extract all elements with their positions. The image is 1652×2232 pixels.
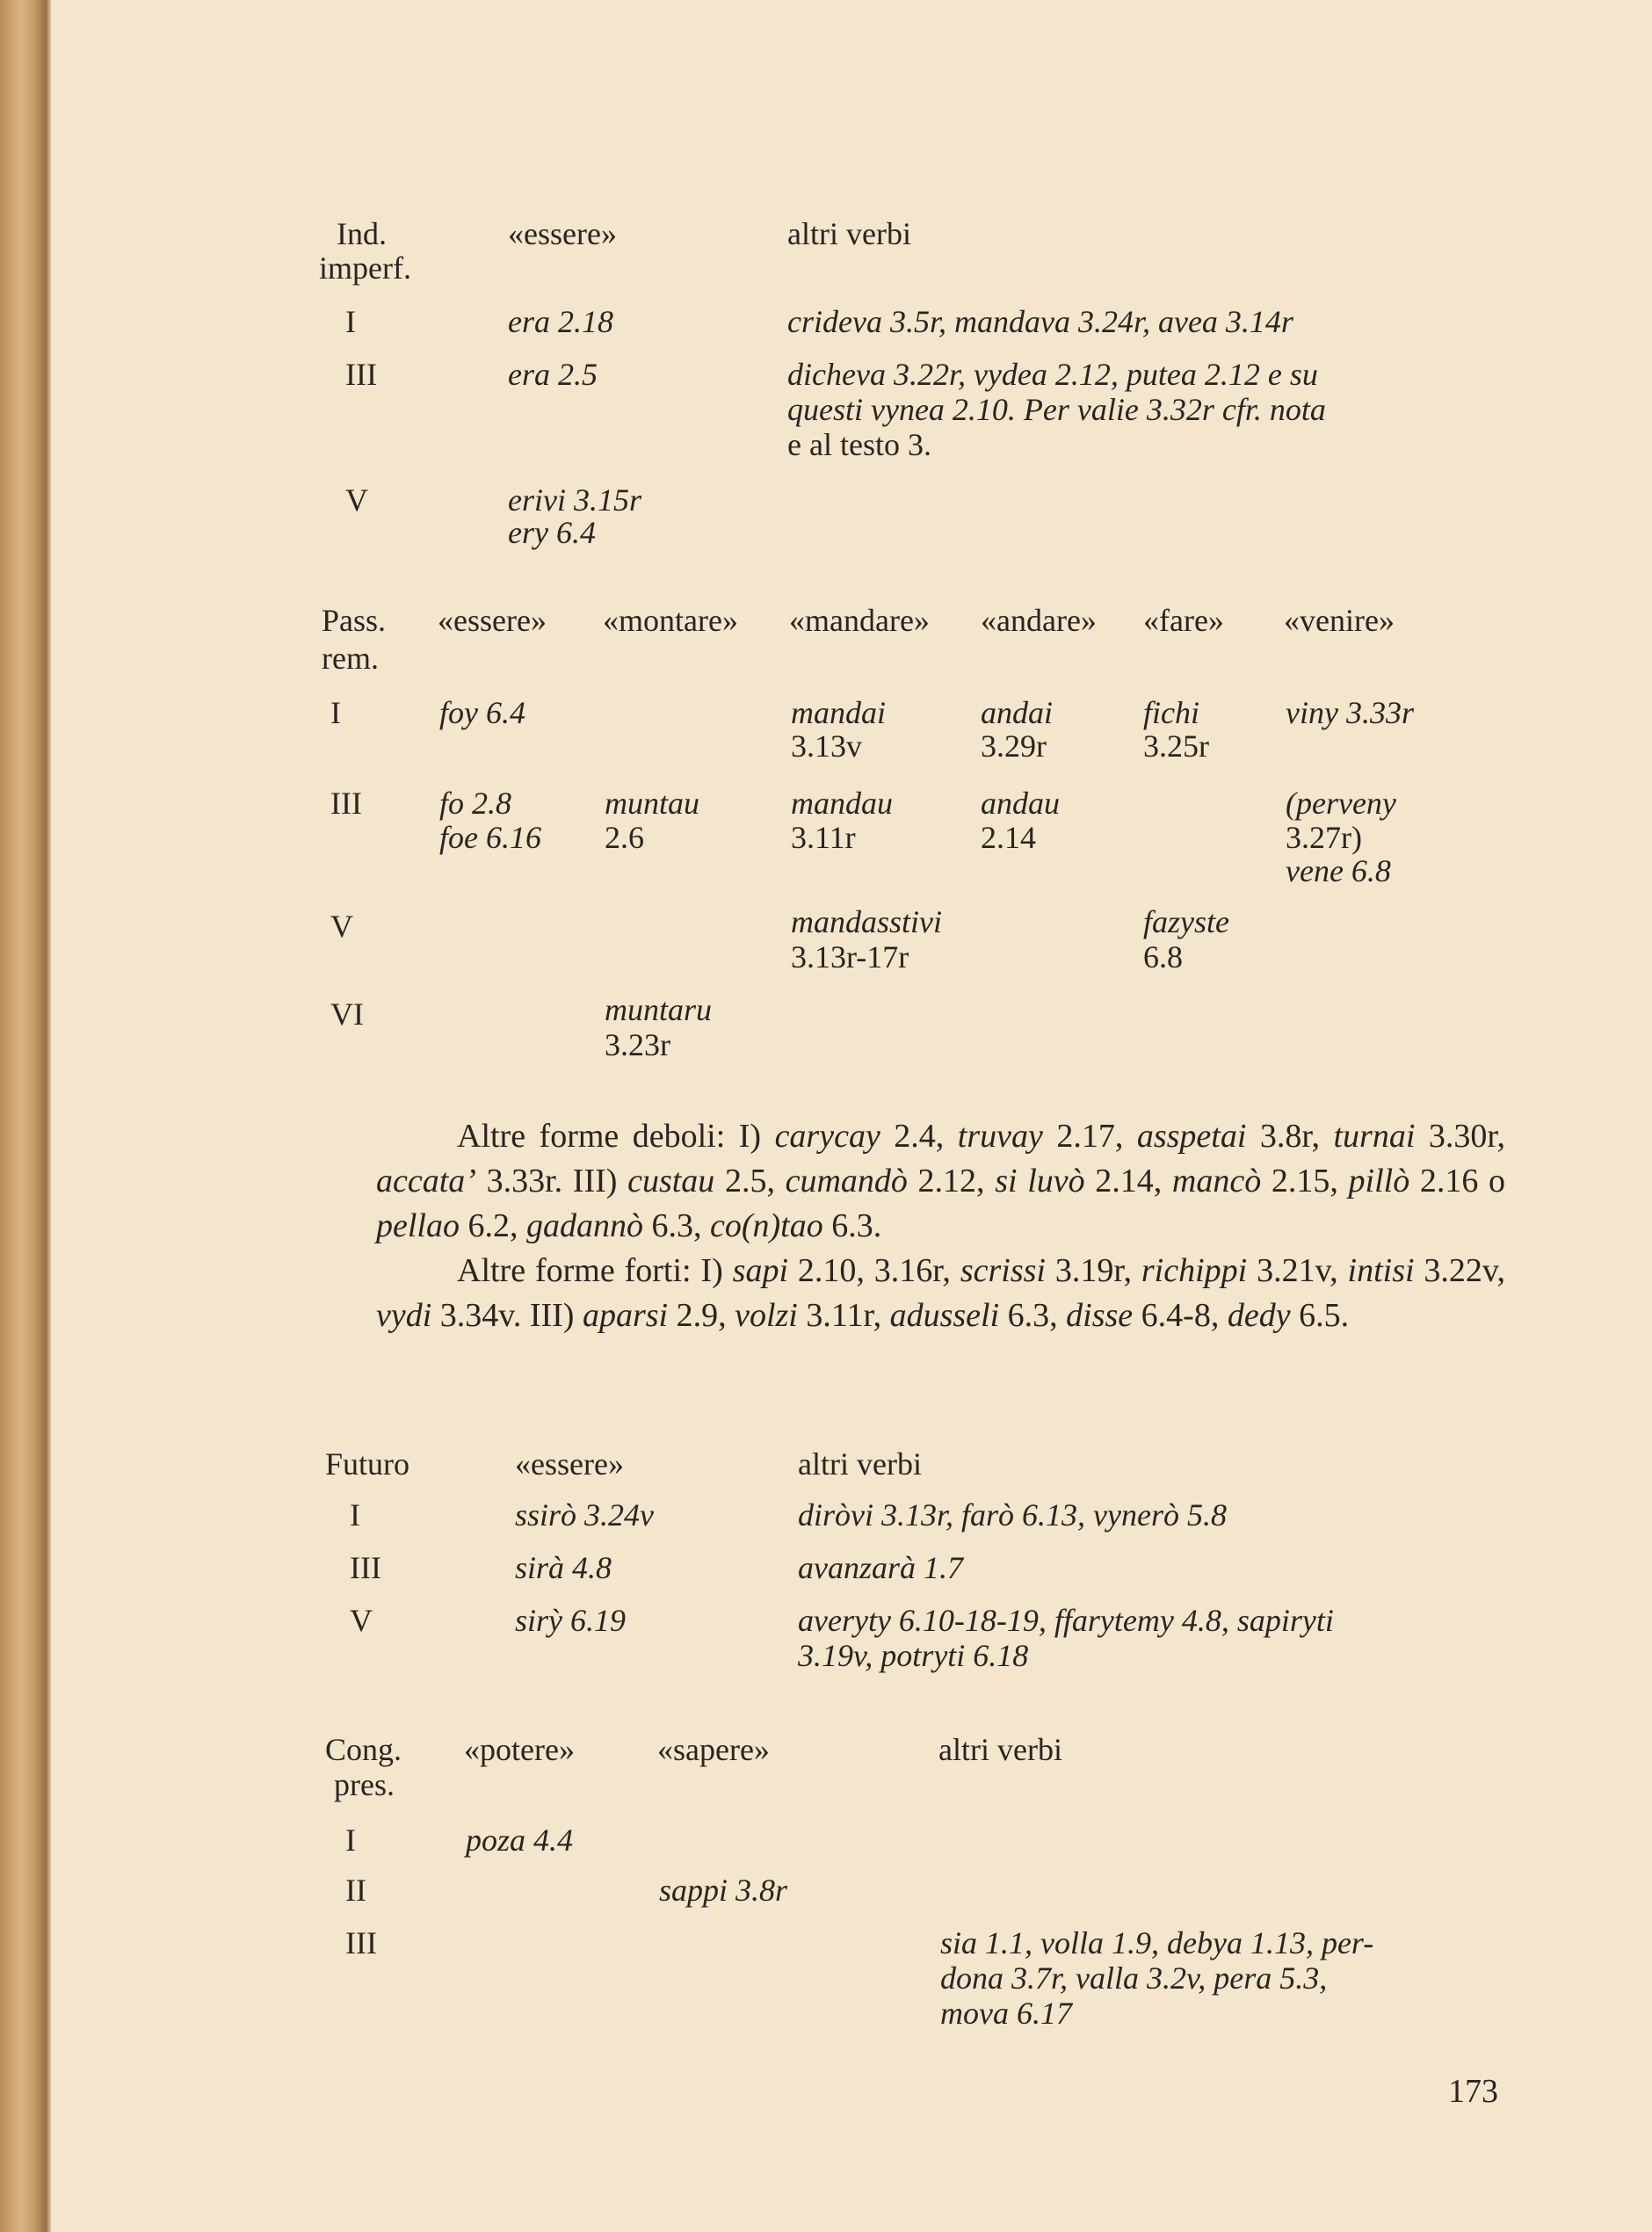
pass-head-2: rem. bbox=[322, 641, 379, 676]
pass-col-fare: «fare» bbox=[1143, 603, 1224, 638]
pass-V-mandare-1: mandasstivi bbox=[791, 904, 943, 939]
book-page bbox=[51, 0, 1652, 2232]
paragraph-forme-deboli: Altre forme deboli: I) carycay 2.4, truvay 2.17, asspetai 3.8r, turnai 3.30r, accata’ 3.33r. III) custau 2.5, cumandò 2.12, si luvò 2.14, mancò 2.15, pillò 2.16 o pellao 6.2, gadannò 6.3, co(n)tao 6.3. bbox=[376, 1118, 1506, 1244]
cong-person-II: II bbox=[345, 1873, 366, 1908]
fut-altri-III: avanzarà 1.7 bbox=[798, 1550, 963, 1585]
cong-head-1: Cong. bbox=[325, 1732, 402, 1767]
pass-I-venire: viny 3.33r bbox=[1286, 695, 1414, 730]
pass-III-venire-1: (perveny bbox=[1286, 786, 1396, 821]
ind-altri-III-line1: dicheva 3.22r, vydea 2.12, putea 2.12 e su bbox=[787, 357, 1318, 392]
pass-col-andare: «andare» bbox=[981, 603, 1097, 638]
pass-V-fare-2: 6.8 bbox=[1143, 939, 1183, 975]
pass-V-mandare-2: 3.13r-17r bbox=[791, 939, 909, 975]
pass-III-mandare-1: mandau bbox=[791, 786, 893, 821]
pass-person-I: I bbox=[330, 695, 341, 730]
pass-person-III: III bbox=[330, 786, 362, 821]
ind-head-1: Ind. bbox=[337, 216, 387, 251]
ind-col-altri: altri verbi bbox=[787, 216, 911, 251]
cong-person-III: III bbox=[345, 1925, 377, 1960]
pass-V-fare-1: fazyste bbox=[1143, 904, 1229, 939]
cong-col-altri: altri verbi bbox=[938, 1732, 1062, 1767]
fut-altri-I: diròvi 3.13r, farò 6.13, vynerò 5.8 bbox=[798, 1497, 1227, 1533]
fut-person-V: V bbox=[350, 1603, 373, 1638]
pass-I-fare-2: 3.25r bbox=[1143, 728, 1209, 764]
cong-altri-III-2: dona 3.7r, valla 3.2v, pera 5.3, bbox=[940, 1960, 1328, 1996]
pass-I-andare-2: 3.29r bbox=[981, 728, 1047, 764]
pass-III-mandare-2: 3.11r bbox=[791, 820, 856, 855]
ind-essere-V-1: erivi 3.15r bbox=[508, 482, 641, 518]
pass-I-essere: foy 6.4 bbox=[439, 695, 525, 730]
pass-VI-montare-1: muntaru bbox=[605, 992, 713, 1027]
cong-altri-III-1: sia 1.1, volla 1.9, debya 1.13, per- bbox=[940, 1925, 1374, 1960]
pass-col-essere: «essere» bbox=[438, 603, 547, 638]
pass-III-andare-1: andau bbox=[981, 786, 1060, 821]
pass-col-montare: «montare» bbox=[603, 603, 738, 638]
pass-I-fare-1: fichi bbox=[1143, 695, 1199, 730]
paragraph-forme-forti: Altre forme forti: I) sapi 2.10, 3.16r, scrissi 3.19r, richippi 3.21v, intisi 3.22v, vydi 3.34v. III) aparsi 2.9, volzi 3.11r, adusseli 6.3, disse 6.4-8, dedy 6.5. bbox=[376, 1252, 1505, 1334]
body-paragraphs bbox=[376, 1114, 1505, 1338]
cong-person-I: I bbox=[345, 1823, 356, 1858]
ind-altri-III-line3: e al testo 3. bbox=[787, 427, 931, 462]
book-spine bbox=[0, 0, 46, 2232]
pass-III-venire-2: 3.27r) bbox=[1286, 820, 1362, 855]
cong-sapere-II: sappi 3.8r bbox=[659, 1873, 788, 1908]
ind-person-III: III bbox=[345, 357, 377, 392]
cong-col-potere: «potere» bbox=[464, 1732, 575, 1767]
fut-altri-V-2: 3.19v, potryti 6.18 bbox=[798, 1638, 1029, 1673]
cong-head-2: pres. bbox=[334, 1767, 395, 1802]
fut-person-I: I bbox=[350, 1497, 360, 1533]
pass-person-VI: VI bbox=[330, 996, 364, 1032]
pass-col-mandare: «mandare» bbox=[789, 603, 930, 638]
pass-VI-montare-2: 3.23r bbox=[605, 1027, 670, 1062]
fut-essere-III: sirà 4.8 bbox=[515, 1550, 612, 1585]
fut-essere-V: sirỳ 6.19 bbox=[515, 1603, 626, 1638]
pass-III-montare-1: muntau bbox=[605, 786, 699, 821]
ind-altri-III-line2: questi vynea 2.10. Per valie 3.32r cfr. nota bbox=[787, 392, 1326, 427]
ind-essere-V-2: ery 6.4 bbox=[508, 515, 596, 550]
fut-essere-I: ssirò 3.24v bbox=[515, 1497, 655, 1533]
fut-altri-V-1: averyty 6.10-18-19, ffarytemy 4.8, sapiryti bbox=[798, 1603, 1334, 1638]
cong-altri-III-3: mova 6.17 bbox=[940, 1996, 1072, 2031]
fut-head: Futuro bbox=[325, 1446, 410, 1482]
page-number: 173 bbox=[1448, 2073, 1498, 2110]
ind-person-V: V bbox=[345, 482, 368, 518]
fut-col-essere: «essere» bbox=[515, 1446, 624, 1482]
pass-III-essere-2: foe 6.16 bbox=[439, 820, 541, 855]
pass-I-andare-1: andai bbox=[981, 695, 1054, 730]
ind-col-essere: «essere» bbox=[508, 216, 617, 251]
pass-III-montare-2: 2.6 bbox=[605, 820, 644, 855]
pass-III-essere-1: fo 2.8 bbox=[439, 786, 512, 821]
ind-altri-I: crideva 3.5r, mandava 3.24r, avea 3.14r bbox=[787, 304, 1293, 339]
ind-essere-I: era 2.18 bbox=[508, 304, 613, 339]
pass-col-venire: «venire» bbox=[1284, 603, 1395, 638]
pass-III-andare-2: 2.14 bbox=[981, 820, 1036, 855]
pass-III-venire-3: vene 6.8 bbox=[1286, 853, 1391, 888]
pass-head-1: Pass. bbox=[322, 603, 387, 638]
ind-essere-III: era 2.5 bbox=[508, 357, 598, 392]
ind-person-I: I bbox=[345, 304, 356, 339]
cong-potere-I: poza 4.4 bbox=[466, 1823, 574, 1858]
pass-I-mandare-1: mandai bbox=[791, 695, 886, 730]
cong-col-sapere: «sapere» bbox=[657, 1732, 770, 1767]
pass-person-V: V bbox=[330, 909, 353, 944]
ind-head-2: imperf. bbox=[319, 250, 411, 286]
pass-I-mandare-2: 3.13v bbox=[791, 728, 862, 764]
fut-person-III: III bbox=[350, 1550, 381, 1585]
fut-col-altri: altri verbi bbox=[798, 1446, 922, 1482]
